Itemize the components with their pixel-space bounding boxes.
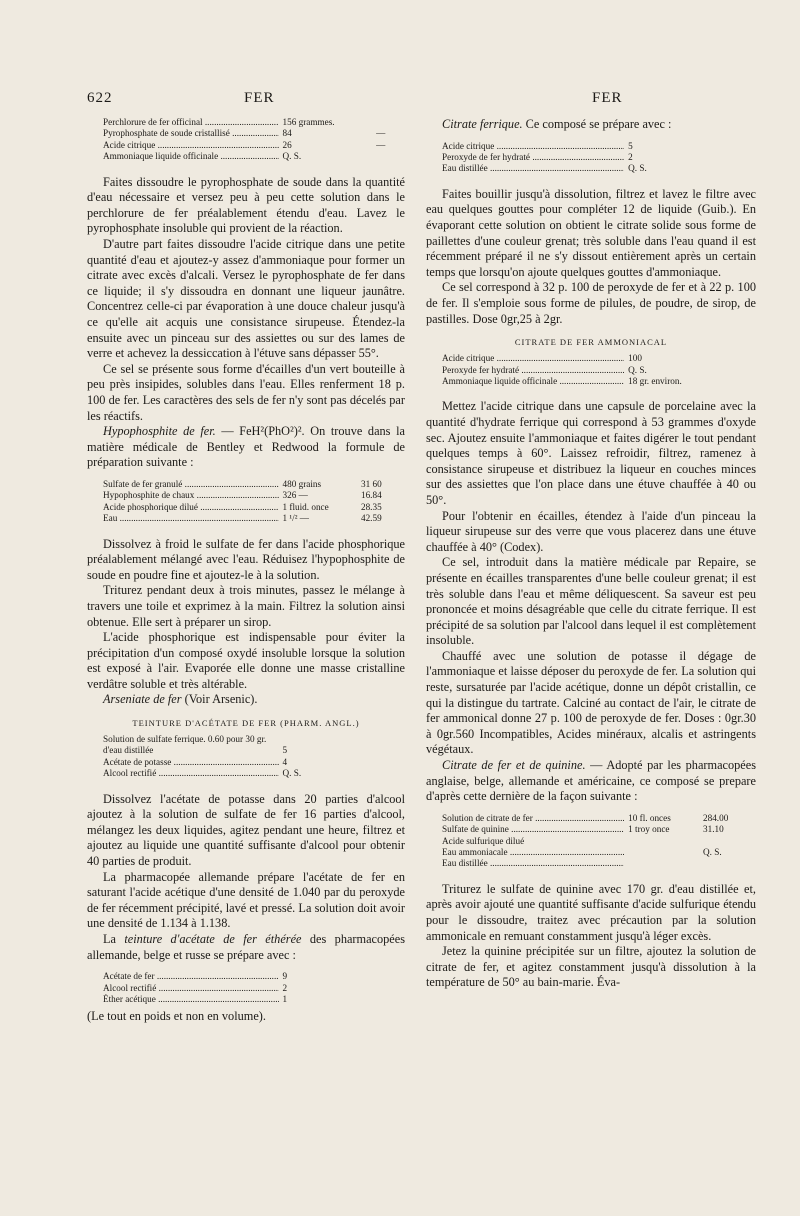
paragraph: L'acide phosphorique est indispensable pour éviter la précipitation d'un composé oxydé insoluble lorsque la solution est exposé à l'air. Evaporée elle donne une masse cristalline verdâtre soluble et très altérable. [87, 630, 405, 691]
paragraph: Citrate ferrique. Ce composé se prépare avec : [442, 117, 672, 131]
paragraph: La teinture d'acétate de fer éthérée des pharmacopées allemande, belge et russe se prépare avec : [87, 932, 405, 962]
recipe-row: Sulfate de quinine ..... 1 troy once 31.10 [442, 824, 746, 835]
recipe-table [442, 353, 746, 387]
paragraph: Triturez pendant deux à trois minutes, passez le mélange à travers une toile et exprimez à la main. Filtrez la solution ainsi obtenue. Elle sert à préparer un sirop. [87, 583, 405, 629]
recipe-row: Acide citrique ..... 5 [442, 141, 746, 152]
recipe-row: Alcool rectifié ..... Q. S. [103, 768, 396, 779]
recipe-row: Sulfate de fer granulé ..... 480 grains 31 60 [103, 479, 396, 490]
recipe-row: Acide sulfurique dilué [442, 835, 525, 846]
recipe-row: Solution de citrate de fer ..... 10 fl. onces 284.00 [442, 813, 746, 824]
paragraph: Ce sel, introduit dans la matière médicale par Repaire, se présente en écailles transparentes d'une belle couleur grenat; il est très soluble dans l'eau et même déliquescent. Sa saveur est peu prononcée et moins désagréable que celle du citrate ferrique. Il est précipité de sa solution par l'alcool dans lequel il est complètement insoluble. [426, 555, 756, 648]
paragraph: Faites dissoudre le pyrophosphate de soude dans la quantité d'eau nécessaire et versez peu à peu cette solution dans le perchlorure de fer préalablement étendu d'eau. Lavez le pyrophosphate insoluble qui provient de la réaction. [87, 174, 405, 236]
paragraph: La pharmacopée allemande prépare l'acétate de fer en saturant l'acide acétique d'une densité de 1.040 par du peroxyde de fer récemment précipité, lavé et pressé. La solution doit avoir une densité de 1.134 à 1.138. [87, 869, 405, 931]
paragraph: Triturez le sulfate de quinine avec 170 gr. d'eau distillée et, après avoir ajouté une quantité suffisante d'acide sulfurique étendu pour le dissoudre, traitez avec précaution par la solution ammonicale en remuant constamment jusqu'à léger excès. [426, 881, 756, 943]
recipe-row: Acide phosphorique dilué ..... 1 fluid. once 28.35 [103, 502, 396, 513]
paragraph: Arseniate de fer (Voir Arsenic). [103, 692, 258, 707]
left-running-header: FER [244, 90, 275, 106]
recipe-row: Acide citrique ..... 26 — [103, 140, 396, 151]
right-column [426, 117, 756, 991]
recipe-row: Ammoniaque liquide officinale ..... Q. S. [103, 151, 396, 162]
recipe-row: Alcool rectifié ..... 2 [103, 983, 396, 994]
entry-title: Hypophosphite de fer. [103, 424, 216, 439]
recipe-row: Pyrophosphate de soude cristallisé ..... 84 — [103, 128, 396, 139]
page-number: 622 [87, 90, 113, 106]
recipe-table [103, 479, 396, 525]
entry-title: teinture d'acétate de fer éthérée [124, 932, 302, 947]
recipe-row: Peroxyde fer hydraté ..... Q. S. [442, 365, 746, 376]
left-column [87, 117, 405, 1025]
recipe-row: Solution de sulfate ferrique. 0.60 pour 30 gr. d'eau distillée 5 [103, 734, 288, 756]
recipe-table [442, 813, 746, 870]
recipe-row: Eau distillée ..... Q. S. [442, 163, 746, 174]
section-heading: TEINTURE D'ACÉTATE DE FER (PHARM. ANGL.) [132, 718, 360, 729]
paragraph: (Le tout en poids et non en volume). [87, 1009, 266, 1024]
recipe-row: Perchlorure de fer officinal ..... 156 grammes. [103, 117, 396, 128]
recipe-row: Acétate de potasse ..... 4 [103, 757, 396, 768]
paragraph: Ce sel se présente sous forme d'écailles d'un vert bouteille à peu près insipides, solubles dans l'eau. Elles renferment 18 p. 100 de fer. Les caractères des sels de fer n'y sont pas décelés par les réactifs. [87, 361, 405, 423]
paragraph: Hypophosphite de fer. — FeH²(PhO²)². On trouve dans la matière médicale de Bentley et Redwood la formule de préparation suivante : [87, 424, 405, 470]
entry-title: Citrate de fer et de quinine. [442, 758, 586, 773]
recipe-row: Eau ..... 1 ¹/² — 42.59 [103, 513, 396, 524]
recipe-row: Peroxyde de fer hydraté ..... 2 [442, 152, 746, 163]
recipe-row: Acétate de fer ..... 9 [103, 971, 396, 982]
recipe-row: Eau distillée ..... [442, 858, 746, 869]
recipe-row: Ammoniaque liquide officinale ..... 18 gr. environ. [442, 376, 746, 387]
paragraph: D'autre part faites dissoudre l'acide citrique dans une petite quantité d'eau et ajoutez-y assez d'ammoniaque pour former un citrate avec excès d'alcali. Versez le pyrophosphate de fer dans ce liquide; il s'y dissoudra en donnant une liqueur jaunâtre. Concentrez celle-ci par évaporation à une douce chaleur jusqu'à ce qu'elle ait acquis une consistance sirupeuse. Étendez-la ensuite avec un pinceau sur des assiettes ou sur des lames de verre et achevez la dessiccation à l'étuve sans dépasser 55°. [87, 237, 405, 361]
paragraph: Chauffé avec une solution de potasse il dégage de l'ammoniaque et laisse déposer du peroxyde de fer. La solution qui reste, sursaturée par l'acide acétique, donne un dépôt cristallin, ce qui la distingue du tartrate. Calciné au contact de l'air, le citrate de fer ammonical donne 27 p. 100 de peroxyde de fer. Doses : 0gr.30 à 0gr.560 Incompatibles, Acides minéraux, alcalis et astringents végétaux. [426, 648, 756, 757]
paragraph: Ce sel correspond à 32 p. 100 de peroxyde de fer et à 22 p. 100 de fer. Il s'emploie sous forme de pilules, de poudre, de sirop, de pastilles. Dose 0gr,25 à 2gr. [426, 280, 756, 326]
paragraph: Dissolvez l'acétate de potasse dans 20 parties d'alcool ajoutez à la solution de sulfate de fer 16 parties d'alcool, mélangez les deux liquides, agitez pendant une heure, filtrez et ajoutez au liquide une quantité suffisante d'alcool pour obtenir 40 parties de produit. [87, 791, 405, 869]
entry-title: Arseniate de fer [103, 692, 182, 707]
recipe-row: Éther acétique ..... 1 [103, 994, 396, 1005]
paragraph: Faites bouillir jusqu'à dissolution, filtrez et lavez le filtre avec eau quelques gouttes pour compléter 12 de liquide (Guib.). En évaporant cette solution on obtient le citrate solide sous forme de paillettes d'une couleur grenat; très soluble dans l'eau quand il est récemment préparé il ne s'y dissout entièrement après un certain temps que lorsqu'on ajoute quelques gouttes d'ammoniaque. [426, 186, 756, 279]
recipe-row: Acide citrique ..... 100 [442, 353, 746, 364]
entry-title: Citrate ferrique. [442, 117, 523, 131]
right-running-header: FER [592, 90, 623, 106]
paragraph: Citrate de fer et de quinine. — Adopté par les pharmacopées anglaise, belge, allemande et américaine, ce composé se prepare d'après cette dernière de la façon suivante : [426, 758, 756, 804]
paragraph: Mettez l'acide citrique dans une capsule de porcelaine avec la quantité d'hydrate ferrique qui correspond à 53 grammes d'oxyde sec. Ajoutez ensuite l'ammoniaque et faites digérer le tout pendant quelques temps à 60°. Laissez refroidir, filtrez, ramenez à consistance sirupeuse et distribuez la liqueur en couches minces sur des assiettes que l'on place dans une étuve chauffée à 40 ou 50°. [426, 399, 756, 507]
paragraph: Dissolvez à froid le sulfate de fer dans l'acide phosphorique préalablement mélangé avec l'eau. Réduisez l'hypophosphite de soude en poudre fine et ajoutez-le à la solution. [87, 536, 405, 582]
recipe-table [442, 141, 746, 175]
recipe-table [103, 117, 396, 163]
recipe-row: Hypophosphite de chaux ..... 326 — 16.84 [103, 490, 396, 501]
section-heading: CITRATE DE FER AMMONIACAL [514, 337, 668, 348]
recipe-table [103, 971, 396, 1005]
paragraph: Pour l'obtenir en écailles, étendez à l'aide d'un pinceau la liqueur sirupeuse sur des verre que vous placerez dans une étuve chauffée à 40° (Codex). [426, 508, 756, 554]
recipe-row: Eau ammoniacale ..... Q. S. [442, 847, 746, 858]
paragraph: Jetez la quinine précipitée sur un filtre, ajoutez la solution de citrate de fer, et agitez constamment jusqu'à dissolution à la température de 50° au bain-marie. Éva- [426, 944, 756, 990]
recipe-table [103, 734, 396, 780]
